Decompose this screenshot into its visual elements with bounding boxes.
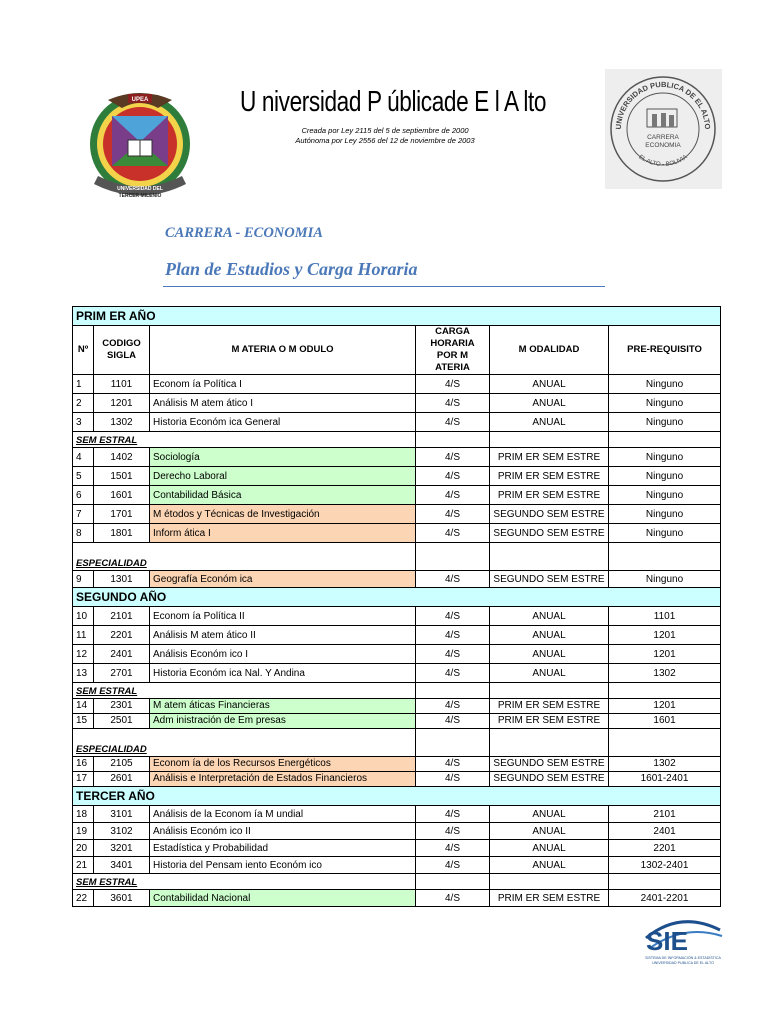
sie-logo-text: SIE: [646, 926, 688, 956]
table-row: 5 1501 Derecho Laboral 4/S PRIM ER SEM ESTRE Ninguno: [73, 467, 721, 486]
carrera-heading: CARRERA - ECONOMIA: [165, 225, 323, 241]
table-row: 22 3601 Contabilidad Nacional 4/S PRIM ER SEM ESTRE 2401-2201: [73, 890, 721, 907]
plan-heading: Plan de Estudios y Carga Horaria: [165, 259, 418, 279]
section-label-semestral: SEM ESTRAL: [73, 874, 416, 890]
section-row-especialidad: [73, 729, 721, 757]
stamp-economia: ECONOMIA: [645, 142, 681, 149]
table-row: 1 1101 Econom ía Política I 4/S ANUAL Ninguno: [73, 375, 721, 394]
study-plan-table: [72, 306, 721, 907]
svg-text:UNIVERSIDAD PUBLICA DE EL ALTO: UNIVERSIDAD PUBLICA DE EL ALTO: [613, 79, 713, 130]
col-header-prereq: PRE-REQUISITO: [609, 326, 721, 375]
year-label: SEGUNDO AÑO: [73, 588, 721, 607]
year-label: PRIM ER AÑO: [73, 307, 721, 326]
carrera-economia-stamp-logo: [605, 69, 722, 189]
section-row-semestral: [73, 432, 721, 448]
table-row: 15 2501 Adm inistración de Em presas 4/S PRIM ER SEM ESTRE 1601: [73, 714, 721, 729]
col-header-mode: M ODALIDAD: [490, 326, 609, 375]
table-row: 9 1301 Geografía Económ ica 4/S SEGUNDO SEM ESTRE Ninguno: [73, 571, 721, 588]
table-row: 4 1402 Sociología 4/S PRIM ER SEM ESTRE Ninguno: [73, 448, 721, 467]
upea-seal-logo: [88, 82, 192, 202]
table-row: 21 3401 Historia del Pensam iento Económ ico 4/S ANUAL 1302-2401: [73, 857, 721, 874]
sie-logo-sub-2: UNIVERSIDAD PUBLICA DE EL ALTO: [652, 961, 714, 965]
table-header-row: [73, 326, 721, 375]
law-line-2: Autónoma por Ley 2556 del 12 de noviembre de 2003: [295, 136, 475, 145]
table-row: 16 2105 Econom ía de los Recursos Energéticos 4/S SEGUNDO SEM ESTRE 1302: [73, 757, 721, 772]
year-band: [73, 588, 721, 607]
table-row: 11 2201 Análisis M atem ático II 4/S ANUAL 1201: [73, 626, 721, 645]
section-label-especialidad: ESPECIALIDAD: [73, 543, 416, 571]
table-row: 17 2601 Análisis e Interpretación de Estados Financieros 4/S SEGUNDO SEM ESTRE 1601-2401: [73, 772, 721, 787]
law-notes: [280, 126, 490, 146]
year-label: TERCER AÑO: [73, 787, 721, 806]
sie-logo-sub-1: SISTEMA DE INFORMACIÓN & ESTADÍSTICA: [645, 956, 721, 960]
section-label-especialidad: ESPECIALIDAD: [73, 729, 416, 757]
year-band: [73, 307, 721, 326]
table-row: 7 1701 M étodos y Técnicas de Investigación 4/S SEGUNDO SEM ESTRE Ninguno: [73, 505, 721, 524]
year-band: [73, 787, 721, 806]
table-row: 2 1201 Análisis M atem ático I 4/S ANUAL Ninguno: [73, 394, 721, 413]
table-row: 20 3201 Estadística y Probabilidad 4/S ANUAL 2201: [73, 840, 721, 857]
col-header-load: CARGA HORARIA POR M ATERIA: [416, 326, 490, 375]
col-header-code: CODIGO SIGLA: [94, 326, 150, 375]
svg-text:TERCER MILENIO: TERCER MILENIO: [118, 193, 162, 199]
section-row-semestral: [73, 874, 721, 890]
sie-logo: [640, 912, 726, 968]
stamp-carrera: CARRERA: [647, 134, 679, 141]
table-row: 13 2701 Historia Económ ica Nal. Y Andina 4/S ANUAL 1302: [73, 664, 721, 683]
section-row-semestral: [73, 683, 721, 699]
law-line-1: Creada por Ley 2115 del 5 de septiembre de 2000: [301, 126, 469, 135]
section-label-semestral: SEM ESTRAL: [73, 683, 416, 699]
university-title: U niversidad P úblicade E l A lto: [240, 86, 547, 118]
col-header-number: Nº: [73, 326, 94, 375]
table-row: 14 2301 M atem áticas Financieras 4/S PRIM ER SEM ESTRE 1201: [73, 699, 721, 714]
heading-underline: [163, 286, 605, 287]
table-row: 3 1302 Historia Económ ica General 4/S ANUAL Ninguno: [73, 413, 721, 432]
seal-upea-text: UPEA: [131, 97, 149, 103]
svg-text:UNIVERSIDAD DEL: UNIVERSIDAD DEL: [117, 186, 163, 192]
table-row: 18 3101 Análisis de la Econom ía M undial 4/S ANUAL 2101: [73, 806, 721, 823]
svg-text:EL ALTO - BOLIVIA: EL ALTO - BOLIVIA: [637, 154, 689, 168]
table-row: 6 1601 Contabilidad Básica 4/S PRIM ER SEM ESTRE Ninguno: [73, 486, 721, 505]
table-row: 8 1801 Inform ática I 4/S SEGUNDO SEM ESTRE Ninguno: [73, 524, 721, 543]
table-row: 12 2401 Análisis Económ ico I 4/S ANUAL 1201: [73, 645, 721, 664]
col-header-subject: M ATERIA O M ODULO: [150, 326, 416, 375]
section-row-especialidad: [73, 543, 721, 571]
table-row: 19 3102 Análisis Económ ico II 4/S ANUAL 2401: [73, 823, 721, 840]
section-label-semestral: SEM ESTRAL: [73, 432, 416, 448]
table-row: 10 2101 Econom ía Política II 4/S ANUAL 1101: [73, 607, 721, 626]
